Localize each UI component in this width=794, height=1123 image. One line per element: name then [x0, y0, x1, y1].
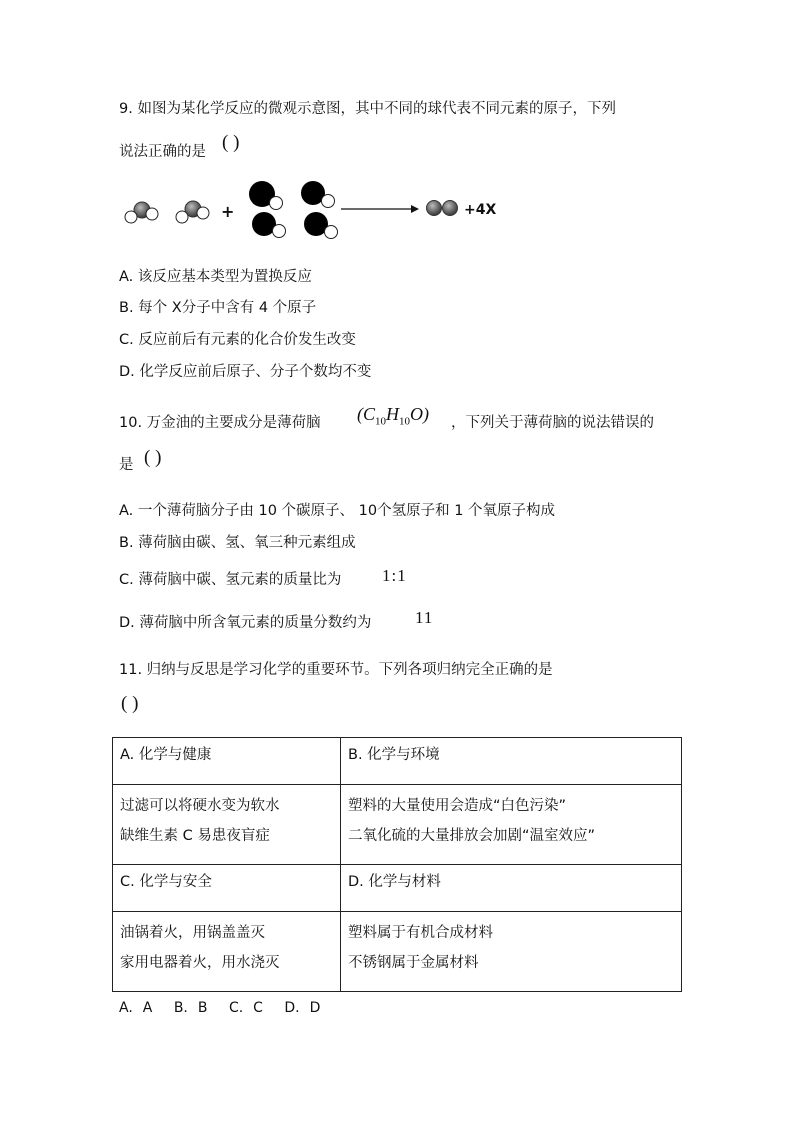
q10-stem-line2: 是 — [119, 457, 134, 473]
cell-d-line: 塑料属于有机合成材料 — [348, 925, 493, 941]
q9-stem-line1: 9. 如图为某化学反应的微观示意图，其中不同的球代表不同元素的原子，下列 — [119, 101, 616, 117]
q9-answer-blank: ( ) — [222, 132, 240, 153]
reactant-molecule-gray-1 — [125, 202, 158, 223]
choice-d-letter: D. — [284, 1000, 300, 1016]
cell-c-head: C. 化学与安全 — [113, 865, 341, 912]
q9-option-a: A. 该反应基本类型为置换反应 — [119, 269, 312, 285]
cell-b-body — [341, 785, 682, 865]
cell-c-line: 油锅着火，用锅盖盖灭 — [120, 925, 265, 941]
cell-b-head: B. 化学与环境 — [341, 738, 682, 785]
q9-stem-line2: 说法正确的是 — [119, 144, 206, 160]
cell-a-body — [113, 785, 341, 865]
reactant-molecule-black-2 — [252, 212, 286, 238]
q9-option-c: C. 反应前后有元素的化合价发生改变 — [119, 332, 356, 348]
cell-d-line: 不锈钢属于金属材料 — [348, 955, 479, 971]
plus-sign: + — [221, 202, 235, 221]
q10-stem-line1: 10. 万金油的主要成分是薄荷脑 — [119, 415, 321, 431]
reactant-molecule-black-1 — [249, 181, 283, 210]
product-molecule — [427, 201, 458, 216]
q11-choices — [119, 1000, 337, 1016]
cell-c-body — [113, 912, 341, 992]
product-4x-label: +4X — [464, 202, 497, 218]
choice-b-text: B — [197, 1000, 208, 1016]
choice-c-text: C — [253, 1000, 263, 1016]
choice-b-letter: B. — [173, 1000, 188, 1016]
reaction-arrow — [341, 205, 419, 213]
q10-option-b: B. 薄荷脑由碳、氢、氧三种元素组成 — [119, 535, 356, 551]
q10-percent-value: 11 — [415, 608, 434, 627]
q9-option-b: B. 每个 X分子中含有 4 个原子 — [119, 300, 317, 316]
reactant-molecule-gray-2 — [176, 201, 209, 223]
reactant-molecule-black-4 — [304, 212, 338, 239]
q10-option-c: C. 薄荷脑中碳、氢元素的质量比为 — [119, 572, 342, 588]
q10-formula: $(C_{10}H_{10}O)$ — [357, 404, 429, 428]
cell-a-line: 缺维生素 C 易患夜盲症 — [120, 828, 270, 844]
choice-a-letter: A. — [119, 1000, 133, 1016]
q11-answer-blank: ( ) — [121, 693, 139, 714]
cell-b-line: 塑料的大量使用会造成“白色污染” — [348, 798, 567, 814]
cell-c-line: 家用电器着火，用水浇灭 — [120, 955, 280, 971]
q11-stem-line1: 11. 归纳与反思是学习化学的重要环节。下列各项归纳完全正确的是 — [119, 662, 553, 678]
cell-a-line: 过滤可以将硬水变为软水 — [120, 798, 280, 814]
q9-option-d: D. 化学反应前后原子、分子个数均不变 — [119, 364, 372, 380]
q10-answer-blank: ( ) — [144, 447, 162, 468]
choice-c-letter: C. — [228, 1000, 244, 1016]
q10-stem-line1-end: ，下列关于薄荷脑的说法错误的 — [451, 415, 654, 431]
summary-table — [112, 737, 682, 992]
choice-a-text: A — [142, 1000, 153, 1016]
reactant-molecule-black-3 — [301, 181, 335, 208]
cell-b-line: 二氧化硫的大量排放会加剧“温室效应” — [348, 828, 596, 844]
q10-option-a: A. 一个薄荷脑分子由 10 个碳原子、 10个氢原子和 1 个氧原子构成 — [119, 503, 556, 519]
choice-d-text: D — [309, 1000, 321, 1016]
cell-a-head: A. 化学与健康 — [113, 738, 341, 785]
q10-option-d: D. 薄荷脑中所含氧元素的质量分数约为 — [119, 615, 372, 631]
cell-d-head: D. 化学与材料 — [341, 865, 682, 912]
cell-d-body — [341, 912, 682, 992]
reaction-diagram — [115, 172, 515, 244]
q10-ratio-value: 1:1 — [382, 566, 407, 585]
